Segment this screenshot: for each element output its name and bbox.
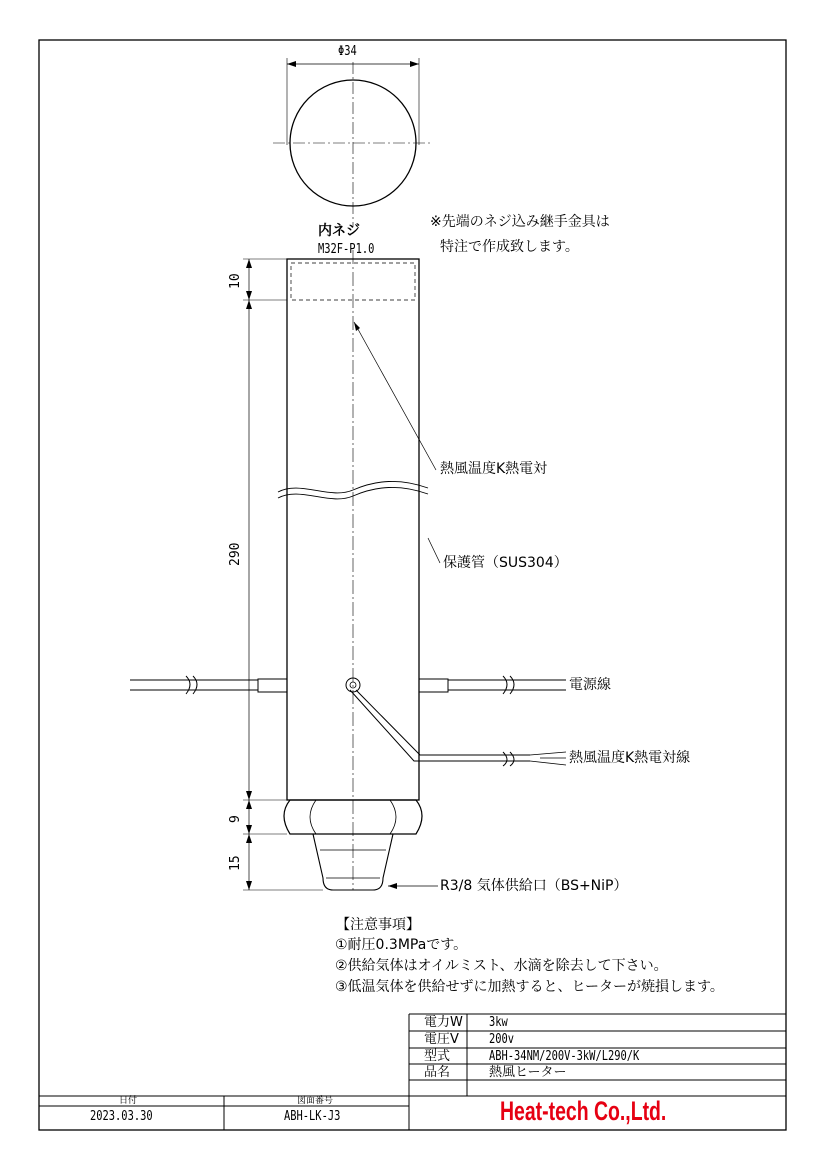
caution-item-1: ①耐圧0.3MPaです。: [335, 937, 468, 953]
spec-key-voltage: 電圧V: [424, 1032, 459, 1047]
inner-thread-label: 内ネジ: [318, 223, 360, 239]
tip-note-line1: ※先端のネジ込み継手金具は: [430, 214, 610, 230]
fitting-length-dim: 15: [228, 855, 243, 871]
top-thread-dim: 10: [228, 273, 243, 289]
protection-tube-label: 保護管（SUS304）: [443, 555, 568, 571]
length-dimensions: [243, 259, 323, 890]
top-view: [273, 58, 433, 227]
drawing-no-label: 図面番号: [297, 1096, 334, 1106]
spec-key-product: 品名: [424, 1065, 451, 1080]
thread-spec-label: M32F-P1.0: [318, 242, 375, 257]
spec-key-model: 型式: [424, 1049, 451, 1064]
power-cables: [130, 676, 566, 694]
body-length-dim: 290: [228, 542, 243, 566]
spec-value-model: ABH-34NM/200V-3kW/L290/K: [489, 1049, 640, 1064]
caution-item-2: ②供給気体はオイルミスト、水滴を除去して下さい。: [335, 958, 668, 974]
date-value: 2023.03.30: [90, 1109, 153, 1124]
diameter-label: Φ34: [338, 44, 357, 59]
caution-item-3: ③低温気体を供給せずに加熱すると、ヒーターが焼損します。: [335, 979, 724, 995]
cautions-title: 【注意事項】: [336, 917, 420, 933]
date-label: 日付: [119, 1096, 138, 1106]
leaders: [354, 322, 440, 889]
spec-value-power: 3kw: [489, 1015, 508, 1030]
heater-body: [278, 250, 428, 890]
gas-inlet-label: R3/8 気体供給口（BS+NiP）: [440, 878, 628, 894]
thermocouple-cable-label: 熱風温度K熱電対線: [569, 750, 691, 766]
spec-key-power: 電力W: [424, 1015, 463, 1030]
tip-note-line2: 特注で作成致します。: [440, 239, 579, 255]
company-logo: Heat-tech Co.,Ltd.: [500, 1096, 667, 1126]
drawing-no-value: ABH-LK-J3: [284, 1109, 341, 1124]
nut-length-dim: 9: [228, 815, 243, 823]
spec-value-voltage: 200v: [489, 1032, 515, 1047]
thermocouple-label: 熱風温度K熱電対: [440, 461, 548, 477]
thermocouple-cable: [350, 690, 566, 766]
power-cable-label: 電源線: [569, 677, 611, 693]
spec-value-product: 熱風ヒーター: [489, 1065, 567, 1080]
